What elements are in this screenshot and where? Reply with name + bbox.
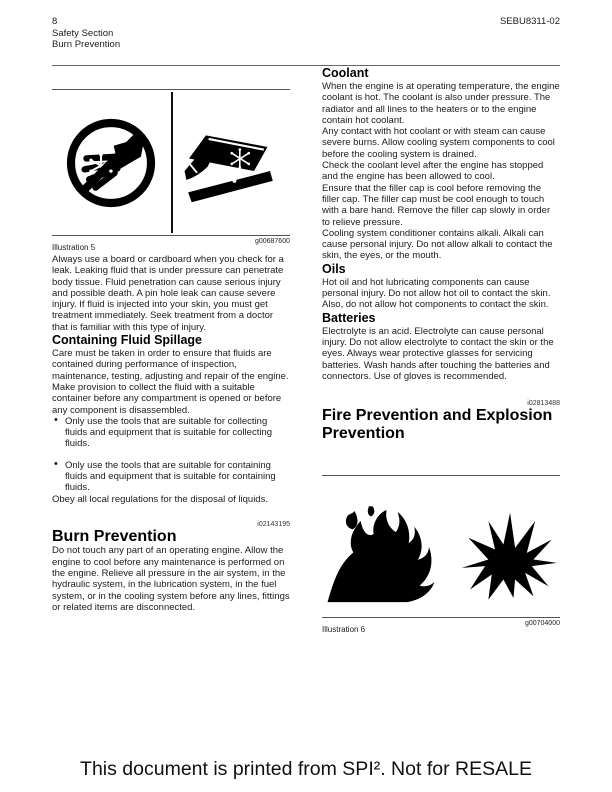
coolant-paragraph: Any contact with hot coolant or with steam can cause severe burns. Allow cooling system components to cool before the cooling system is drained. [322,126,555,160]
coolant-heading: Coolant [322,66,369,80]
header-subsection: Burn Prevention [52,39,121,50]
illustration-gnumber: g00687600 [254,238,290,245]
illustration-divider [171,92,173,233]
section-id: i02143195 [257,520,290,528]
page-number: 8 [52,16,58,27]
explosion-icon [460,505,560,609]
illustration-6 [322,475,560,636]
bullet-item: • Only use the tools that are suitable for containing fluids and equipment that is suitable for containing fluids. [52,460,290,494]
fire-icon [322,505,442,609]
containing-fluid-spillage-heading: Containing Fluid Spillage [52,333,202,348]
coolant-paragraph: Ensure that the filler cap is cool before removing the filler cap. The filler cap must be cool enough to touch with a bare hand. Remove the filler cap slowly in order to relieve pressure. [322,182,551,228]
section-id: i02813488 [527,400,560,408]
oils-paragraph: Hot oil and hot lubricating components can cause personal injury. Do not allow hot oil to contact the skin. Also, do not allow hot components to contact the skin. [322,276,551,311]
batteries-heading: Batteries [322,310,376,325]
oils-heading: Oils [322,261,346,276]
page-header [52,16,560,51]
illustration-6-caption [322,618,560,636]
burn-prevention-paragraph: Do not touch any part of an operating engine. Allow the engine to cool before any maintenance is performed on the engine. Relieve all pressure in the air system, in the hydraulic system, in the lubrication system, in the fuel system, or in the cooling system before any lines, fittings or related items are disconnected. [52,545,290,613]
coolant-paragraph: Check the coolant level after the engine has stopped and the engine has been allowed to cool. [322,160,544,183]
illustration-label: Illustration 5 [52,243,96,252]
resale-notice: This document is printed from SPI². Not for RESALE [80,758,532,780]
left-column [52,66,290,613]
doc-code: SEBU8311-02 [499,16,560,27]
illustration-5-caption [52,236,290,254]
illustration-label: Illustration 6 [322,625,366,635]
burn-prevention-heading: Burn Prevention [52,527,177,545]
illustration-5 [52,89,290,254]
coolant-paragraph: Cooling system conditioner contains alkali. Alkali can cause personal injury. Do not allow alkali to contact the skin, the eyes, or the mouth. [322,227,553,262]
header-section: Safety Section [52,27,114,39]
header-left [52,16,120,51]
tools-bullet-list [52,416,290,494]
containing-fluid-paragraph: Care must be taken in order to ensure that fluids are contained during performance of inspection, maintenance, testing, adjusting and repair of the engine. Make provision to collect the fluid with a suitable container before any compartment is opened or before any component is disassembled. [52,348,289,416]
bullet-item: • Only use the tools that are suitable for collecting fluids and equipment that is suitable for collecting fluids. [52,416,290,450]
leak-check-paragraph: Always use a board or cardboard when you check for a leak. Leaking fluid that is under pressure can penetrate body tissue. Fluid penetration can cause serious injury and possible death. A pin hole leak can cause severe injury. If fluid is injected into your skin, you must get treatment immediately. Seek treatment from a doctor that is familiar with this type of injury. [52,254,284,333]
coolant-paragraph: When the engine is at operating temperature, the engine coolant is hot. The coolant is also under pressure. The radiator and all lines to the heaters or to the engine contain hot coolant. [322,81,560,126]
fire-prevention-heading: Fire Prevention and Explosion Prevention [322,407,553,442]
illustration-gnumber: g00704000 [524,620,560,628]
board-leak-check-icon [178,114,282,212]
disposal-paragraph: Obey all local regulations for the disposal of liquids. [52,493,268,505]
illustration-6-frame [322,475,560,618]
right-column [322,66,560,636]
fluid-injection-prohibited-icon [61,113,161,213]
batteries-paragraph: Electrolyte is an acid. Electrolyte can cause personal injury. Do not allow electrolyte to contact the skin or the eyes. Always wear protective glasses for servicing batteries. Wash hands after touching the batteries and connectors. Use of gloves is recommended. [322,325,554,382]
illustration-5-frame [52,89,290,236]
